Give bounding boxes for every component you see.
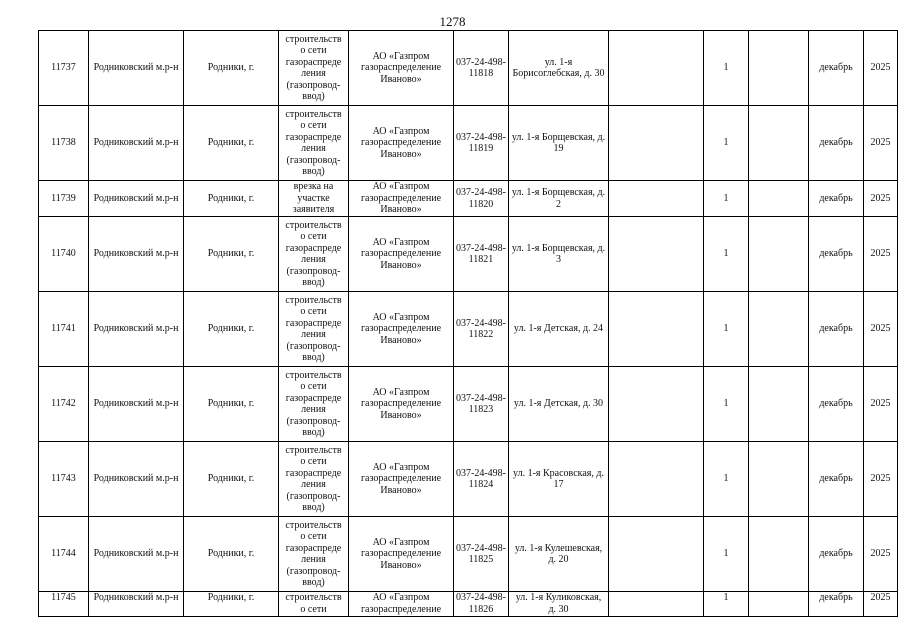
work-type-line: ввод) [302,166,325,177]
row-organization: АО «Газпром газораспределение Иваново» [349,367,454,442]
row-city: Родники, г. [184,181,279,217]
row-address: ул. 1-я Борщевская, д. 3 [509,217,609,292]
work-type-line: газораспреде [285,467,342,479]
row-city: Родники, г. [184,106,279,181]
row-count: 1 [704,442,749,517]
table-row [39,442,898,517]
row-work-type [279,442,349,517]
work-type-line: ввод) [302,352,325,363]
row-month: декабрь [809,181,864,217]
row-year: 2025 [864,106,898,181]
work-type-line: о сети [300,531,327,542]
row-number: 037-24-498-11823 [454,367,509,442]
row-month: декабрь [809,367,864,442]
row-number: 037-24-498-11826 [454,592,509,617]
row-city: Родники, г. [184,217,279,292]
row-city: Родники, г. [184,292,279,367]
table-row [39,106,898,181]
row-year: 2025 [864,592,898,617]
work-type-line: (газопровод- [286,265,341,277]
row-count: 1 [704,292,749,367]
row-city: Родники, г. [184,31,279,106]
row-id: 11742 [39,367,89,442]
row-id: 11739 [39,181,89,217]
work-type-line: газораспреде [285,131,342,143]
row-organization: АО «Газпром газораспределение Иваново» [349,442,454,517]
row-year: 2025 [864,217,898,292]
row-district: Родниковский м.р-н [89,367,184,442]
row-district: Родниковский м.р-н [89,292,184,367]
row-extra1 [609,106,704,181]
row-work-type [279,517,349,592]
row-address: ул. 1-я Кулешевская, д. 20 [509,517,609,592]
row-count: 1 [704,217,749,292]
work-type-line: строительств [285,519,342,531]
row-count: 1 [704,106,749,181]
table-row [39,181,898,217]
work-type-line: ления [301,68,326,79]
row-extra2 [749,367,809,442]
work-type-line: о сети [300,603,327,615]
row-extra2 [749,592,809,617]
work-type-line: газораспреде [285,392,342,404]
row-district: Родниковский м.р-н [89,181,184,217]
work-type-line: (газопровод- [286,154,341,166]
row-year: 2025 [864,181,898,217]
row-organization: АО «Газпром газораспределение Иваново» [349,517,454,592]
row-extra2 [749,442,809,517]
work-type-line: ления [301,479,326,490]
row-extra2 [749,217,809,292]
row-work-type [279,217,349,292]
row-id: 11743 [39,442,89,517]
row-month: декабрь [809,31,864,106]
row-number: 037-24-498-11822 [454,292,509,367]
row-organization: АО «Газпром газораспределение [349,592,454,617]
row-district: Родниковский м.р-н [89,31,184,106]
row-id: 11744 [39,517,89,592]
work-type-line: строительств [285,369,342,381]
row-city: Родники, г. [184,592,279,617]
row-extra1 [609,442,704,517]
row-city: Родники, г. [184,517,279,592]
row-district: Родниковский м.р-н [89,106,184,181]
work-type-line: ввод) [302,577,325,588]
row-organization: АО «Газпром газораспределение Иваново» [349,106,454,181]
row-year: 2025 [864,292,898,367]
page-number: 1278 [439,14,466,29]
row-year: 2025 [864,442,898,517]
table-row [39,367,898,442]
row-extra2 [749,292,809,367]
row-address: ул. 1-я Куликовская, д. 30 [509,592,609,617]
row-count: 1 [704,592,749,617]
row-extra2 [749,517,809,592]
row-number: 037-24-498-11821 [454,217,509,292]
work-type-line: ления [301,404,326,415]
work-type-line: участке [297,192,330,204]
row-extra1 [609,292,704,367]
row-address: ул. 1-я Детская, д. 24 [509,292,609,367]
work-type-line: о сети [300,381,327,392]
work-type-line: ления [301,143,326,154]
work-type-line: строительств [285,294,342,306]
row-number: 037-24-498-11819 [454,106,509,181]
table-row [39,31,898,106]
work-type-line: газораспреде [285,242,342,254]
row-count: 1 [704,31,749,106]
row-address: ул. 1-я Борщевская, д. 19 [509,106,609,181]
row-extra2 [749,181,809,217]
work-type-line: газораспреде [285,542,342,554]
row-organization: АО «Газпром газораспределение Иваново» [349,217,454,292]
row-month: декабрь [809,217,864,292]
register-table [38,30,898,617]
row-id: 11741 [39,292,89,367]
work-type-line: о сети [300,120,327,131]
work-type-line: (газопровод- [286,490,341,502]
row-work-type [279,367,349,442]
row-id: 11738 [39,106,89,181]
row-month: декабрь [809,442,864,517]
row-work-type [279,181,349,217]
row-number: 037-24-498-11825 [454,517,509,592]
row-extra1 [609,217,704,292]
work-type-line: строительств [285,33,342,45]
row-address: ул. 1-я Борисоглебская, д. 30 [509,31,609,106]
work-type-line: врезка на [293,181,334,193]
row-month: декабрь [809,592,864,617]
work-type-line: строительств [285,444,342,456]
row-district: Родниковский м.р-н [89,517,184,592]
row-organization: АО «Газпром газораспределение Иваново» [349,31,454,106]
row-extra1 [609,181,704,217]
row-month: декабрь [809,292,864,367]
work-type-line: газораспреде [285,317,342,329]
row-district: Родниковский м.р-н [89,592,184,617]
table-row [39,292,898,367]
work-type-line: ввод) [302,502,325,513]
row-extra1 [609,592,704,617]
table-row [39,217,898,292]
row-district: Родниковский м.р-н [89,442,184,517]
work-type-line: о сети [300,306,327,317]
row-work-type [279,292,349,367]
work-type-line: (газопровод- [286,340,341,352]
row-count: 1 [704,367,749,442]
row-extra2 [749,31,809,106]
work-type-line: ввод) [302,91,325,102]
row-organization: АО «Газпром газораспределение Иваново» [349,181,454,217]
work-type-line: о сети [300,45,327,56]
row-number: 037-24-498-11824 [454,442,509,517]
work-type-line: ввод) [302,277,325,288]
row-address: ул. 1-я Детская, д. 30 [509,367,609,442]
row-extra1 [609,31,704,106]
row-id: 11745 [39,592,89,617]
row-work-type [279,31,349,106]
work-type-line: о сети [300,231,327,242]
row-work-type [279,592,349,617]
row-address: ул. 1-я Красовская, д. 17 [509,442,609,517]
work-type-line: ления [301,329,326,340]
row-month: декабрь [809,517,864,592]
row-id: 11737 [39,31,89,106]
row-number: 037-24-498-11820 [454,181,509,217]
work-type-line: (газопровод- [286,79,341,91]
row-organization: АО «Газпром газораспределение Иваново» [349,292,454,367]
row-extra1 [609,517,704,592]
work-type-line: строительств [285,108,342,120]
work-type-line: о сети [300,456,327,467]
row-district: Родниковский м.р-н [89,217,184,292]
row-number: 037-24-498-11818 [454,31,509,106]
row-extra2 [749,106,809,181]
work-type-line: ления [301,254,326,265]
row-city: Родники, г. [184,442,279,517]
row-address: ул. 1-я Борщевская, д. 2 [509,181,609,217]
row-month: декабрь [809,106,864,181]
row-year: 2025 [864,31,898,106]
table-row [39,517,898,592]
work-type-line: (газопровод- [286,565,341,577]
row-count: 1 [704,181,749,217]
work-type-line: ления [301,554,326,565]
work-type-line: (газопровод- [286,415,341,427]
work-type-line: строительств [285,219,342,231]
work-type-line: заявителя [292,204,335,216]
table-row [39,592,898,617]
row-city: Родники, г. [184,367,279,442]
work-type-line: строительств [285,592,342,603]
row-extra1 [609,367,704,442]
row-year: 2025 [864,517,898,592]
work-type-line: газораспреде [285,56,342,68]
row-id: 11740 [39,217,89,292]
row-count: 1 [704,517,749,592]
work-type-line: ввод) [302,427,325,438]
row-work-type [279,106,349,181]
row-year: 2025 [864,367,898,442]
